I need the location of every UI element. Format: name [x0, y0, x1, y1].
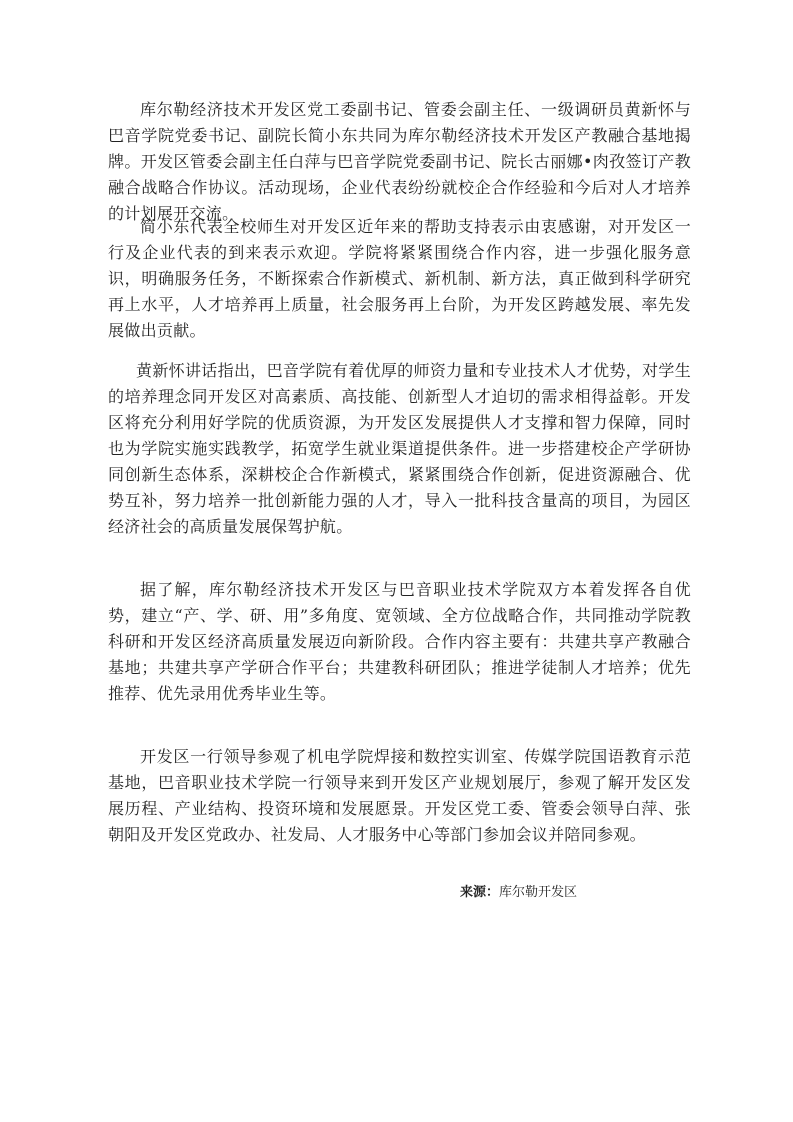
article-paragraph-2: 简小东代表全校师生对开发区近年来的帮助支持表示由衷感谢，对开发区一行及企业代表的到来表示欢迎。学院将紧紧围绕合作内容，进一步强化服务意识，明确服务任务，不断探索合作新模式、新机制、新方法，真正做到科学研究再上水平，人才培养再上质量，社会服务再上台阶，为开发区跨越发展、率先发展做出贡献。	[108, 217, 691, 340]
article-paragraph-3: 黄新怀讲话指出，巴音学院有着优厚的师资力量和专业技术人才优势，对学生的培养理念同开发区对高素质、高技能、创新型人才迫切的需求相得益彰。开发区将充分利用好学院的优质资源，为开发区发展提供人才支撑和智力保障，同时也为学院实施实践教学，拓宽学生就业渠道提供条件。进一步搭建校企产学研协同创新生态体系，深耕校企合作新模式，紧紧围绕合作创新，促进资源融合、优势互补，努力培养一批创新能力强的人才，导入一批科技含量高的项目，为园区经济社会的高质量发展保驾护航。	[108, 361, 691, 536]
article-source	[460, 884, 577, 902]
article-paragraph-5: 开发区一行领导参观了机电学院焊接和数控实训室、传媒学院国语教育示范基地，巴音职业技术学院一行领导来到开发区产业规划展厅，参观了解开发区发展历程、产业结构、投资环境和发展愿景。开发区党工委、管委会领导白萍、张朝阳及开发区党政办、社发局、人才服务中心等部门参加会议并陪同参观。	[108, 747, 691, 844]
article-paragraph-4: 据了解，库尔勒经济技术开发区与巴音职业技术学院双方本着发挥各自优势，建立“产、学、研、用”多角度、宽领域、全方位战略合作，共同推动学院教科研和开发区经济高质量发展迈向新阶段。合作内容主要有：共建共享产教融合基地；共建共享产学研合作平台；共建教科研团队；推进学徒制人才培养；优先推荐、优先录用优秀毕业生等。	[108, 580, 691, 703]
source-value: 库尔勒开发区	[499, 885, 578, 900]
source-label: 来源：	[460, 885, 500, 900]
article-paragraph-1: 库尔勒经济技术开发区党工委副书记、管委会副主任、一级调研员黄新怀与巴音学院党委书记、副院长简小东共同为库尔勒经济技术开发区产教融合基地揭牌。开发区管委会副主任白萍与巴音学院党委副书记、院长古丽娜•肉孜签订产教融合战略合作协议。活动现场，企业代表纷纷就校企合作经验和今后对人才培养的计划展开交流。	[108, 100, 691, 223]
